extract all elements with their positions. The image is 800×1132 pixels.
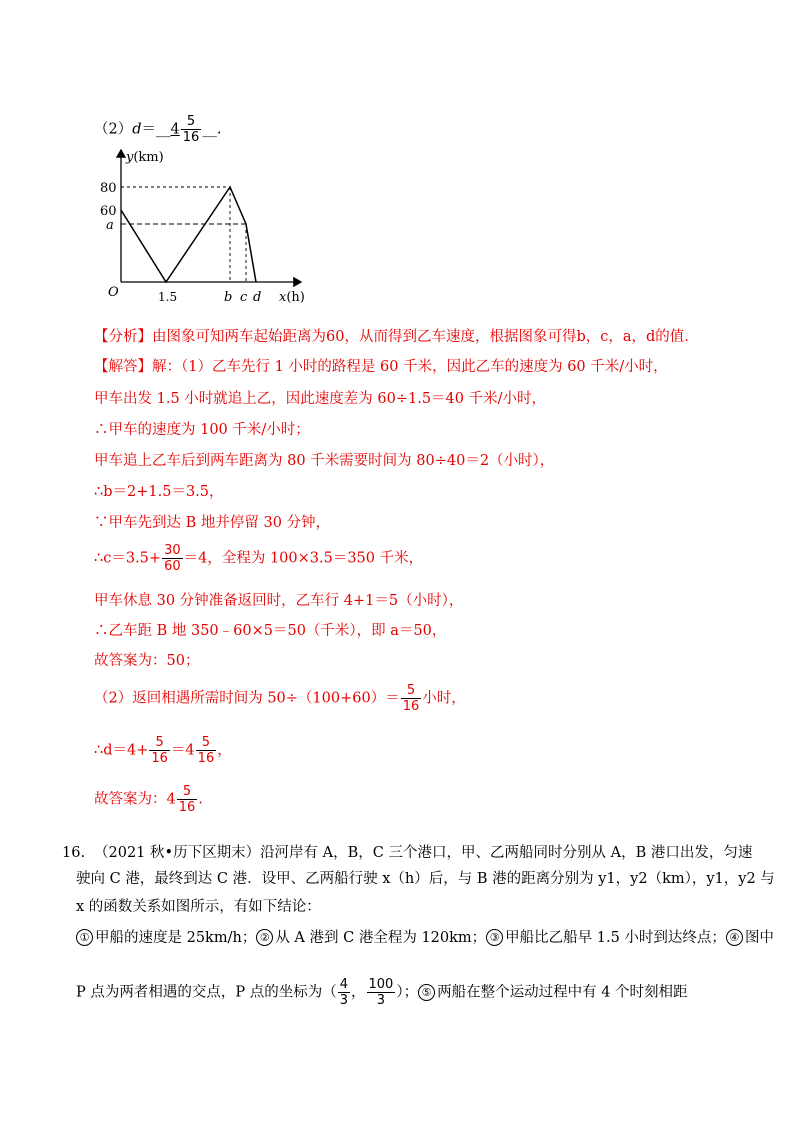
y-tick-80: 80 [100,181,117,196]
fraction: $\frac{5}{16}$ [178,784,196,815]
fraction: $\frac{5}{16}$ [151,735,168,766]
x-axis-label: x(h) [279,290,305,305]
q16-line-3: x 的函数关系如图所示，有如下结论： [76,899,321,915]
fraction: $\frac{5}{16}$ [197,735,215,766]
fraction: $\frac{100}{3}$ [368,977,394,1008]
solution-line-12: ∴d＝4+ $\frac{5}{16}$ ＝4 $\frac{5}{16}$ ， [94,735,232,766]
y-tick-a: a [106,218,114,233]
solution-line-9: ∴乙车距 B 地 350﹣60×5＝50（千米），即 a＝50， [94,623,447,639]
analysis-text: 由图象可知两车起始距离为60，从而得到乙车速度，根据图象可得b，c，a，d的值. [152,329,689,345]
circled-4: ④ [726,929,743,946]
solution-line-3: ∴甲车的速度为 100 千米/小时； [94,422,310,438]
x-tick-1-5: 1.5 [158,290,178,304]
q16-line-2: 驶向 C 港，最终到达 C 港．设甲、乙两船行驶 x（h）后，与 B 港的距离分别为 y1，y2（km），y1，y2 与 [76,871,775,887]
solution-line-4: 甲车追上乙车后到两车距离为 80 千米需要时间为 80÷40＝2（小时）， [94,453,555,469]
solution-line-8: 甲车休息 30 分钟准备返回时，乙车行 4+1＝5（小时）， [94,593,464,609]
solution-line-2: 甲车出发 1.5 小时就追上乙，因此速度差为 60÷1.5＝40 千米/小时， [94,391,546,407]
solution-line-7: ∴c＝3.5+ $\frac{30}{60}$ ＝4，全程为 100×3.5＝350 千米， [94,543,424,574]
q16-line-4: ① 甲船的速度是 25km/h； ② 从 A 港到 C 港全程为 120km； ③ 甲船比乙船早 1.5 小时到达终点； ④ 图中 [76,928,774,948]
solution-tag: 【解答】 [94,359,152,375]
analysis-line [94,327,689,347]
q16-line-1: （2021 秋•历下区期末）沿河岸有 A，B，C 三个港口，甲、乙两船同时分别从 A，B 港口出发，匀速 [94,845,753,861]
y-tick-60: 60 [100,204,117,219]
x-tick-d: d [253,290,262,305]
circled-2: ② [256,929,273,946]
q16-number: 16. [62,845,86,861]
fraction: $\frac{5}{16}$ [402,683,420,714]
solution-line-10: 故答案为：50； [94,653,200,669]
x-tick-c: c [240,290,248,305]
fraction: $\frac{30}{60}$ [164,543,181,574]
solution-line-13: 故答案为：4 $\frac{5}{16}$ . [94,784,203,815]
origin-label: O [108,285,119,300]
circled-3: ③ [486,929,503,946]
distance-curve [121,187,256,282]
solution-line-11: （2）返回相遇所需时间为 50÷（100+60）＝ $\frac{5}{16}$ 小时， [94,683,466,714]
solution-line-1: 【解答】解：（1）乙车先行 1 小时的路程是 60 千米，因此乙车的速度为 60 千米/小时， [94,359,668,375]
circled-5: ⑤ [418,984,435,1001]
analysis-tag: 【分析】 [94,329,152,345]
solution-line-5: ∴b＝2+1.5＝3.5， [94,484,224,500]
distance-time-graph [94,145,314,310]
fraction: $\frac{5}{16}$ [182,114,200,145]
q16-line-5: P 点为两者相遇的交点，P 点的坐标为（ $\frac{4}{3}$ ， $\frac{100}{3}$ ）； ⑤ 两船在整个运动过程中有 4 个时刻相距 [76,977,688,1008]
circled-1: ① [76,929,93,946]
fraction: $\frac{4}{3}$ [339,977,349,1008]
y-axis-label: y(km) [126,150,164,165]
part2-line: （2）d＝__4 $\frac{5}{16}$ __. [94,114,222,145]
x-tick-b: b [224,290,233,305]
solution-line-6: ∵甲车先到达 B 地并停留 30 分钟， [94,515,331,531]
